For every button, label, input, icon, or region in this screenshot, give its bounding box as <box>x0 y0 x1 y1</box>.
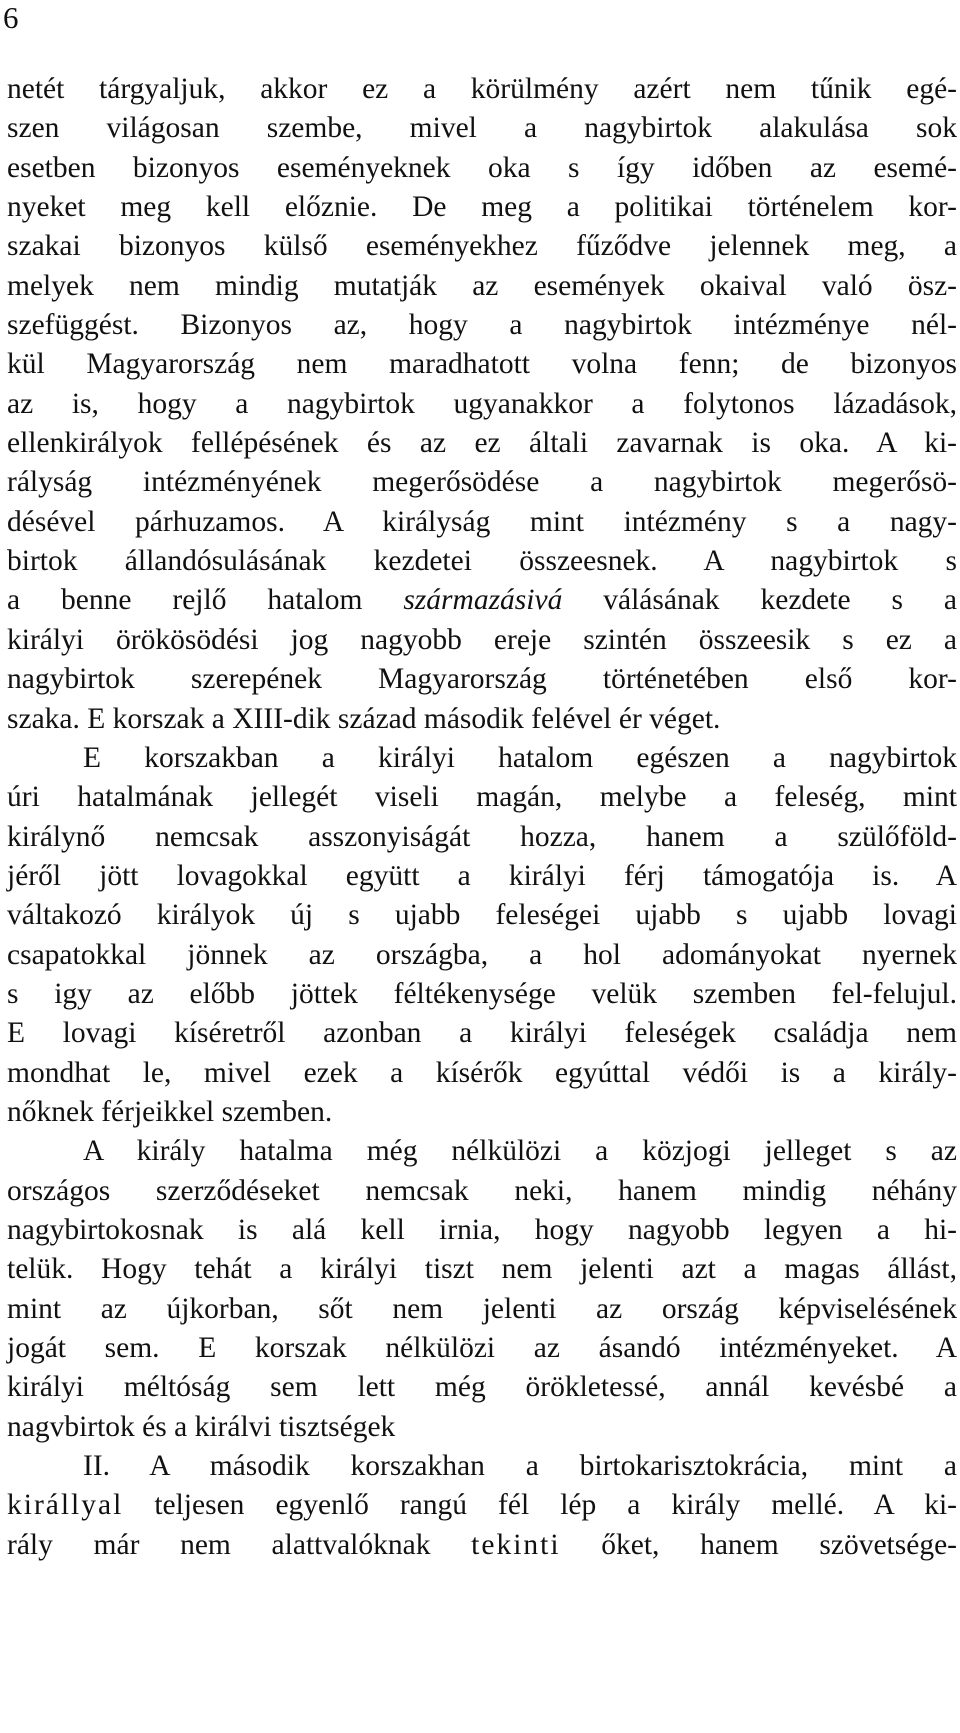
spaced-term: királlyal <box>7 1489 124 1522</box>
text-line: netét tárgyaljuk, akkor ez a körülmény azért nem tűnik egé- <box>7 73 957 105</box>
text-line: E lovagi kíséretről azonban a királyi feleségek családja nem <box>7 1017 957 1050</box>
paragraph-start-line: E korszakban a királyi hatalom egészen a nagybirtok <box>83 741 957 774</box>
text-segment: teljesen egyenlő rangú fél lép a király mellé. A ki- <box>123 1489 957 1522</box>
text-line: s igy az előbb jöttek féltékenysége velük szemben fel-felujul. <box>7 977 957 1010</box>
text-line: nőknek férjeikkel szemben. <box>7 1095 333 1128</box>
paragraph-start-line: A király hatalma még nélkülözi a közjogi jelleget s az <box>83 1135 957 1168</box>
text-line: ellenkirályok fellépésének és az ez általi zavarnak is oka. A ki- <box>7 427 957 460</box>
text-line: melyek nem mindig mutatják az események okaival való ösz- <box>7 269 957 302</box>
text-line: szefüggést. Bizonyos az, hogy a nagybirtok intézménye nél- <box>7 309 957 342</box>
text-segment: rály már nem alattvalóknak <box>7 1528 472 1561</box>
italic-term: származásivá <box>403 584 563 617</box>
paragraph-start-line: II. A második korszakhan a birtokarisztokrácia, mint a <box>83 1450 957 1483</box>
text-line: rályság intézményének megerősödése a nagybirtok megerősö- <box>7 466 957 499</box>
text-line: jogát sem. E korszak nélkülözi az ásandó intézményeket. A <box>7 1332 957 1364</box>
text-line <box>7 1526 957 1565</box>
text-line: szakai bizonyos külső eseményekhez fűződve jelennek meg, a <box>7 230 957 263</box>
text-line <box>7 1486 957 1525</box>
text-line: nagvbirtok és a királvi tisztségek <box>7 1410 396 1443</box>
text-line: jéről jött lovagokkal együtt a királyi férj támogatója is. A <box>7 859 957 892</box>
text-line: váltakozó királyok új s ujabb feleségei ujabb s ujabb lovagi <box>7 899 957 932</box>
text-line: désével párhuzamos. A királyság mint intézmény s a nagy- <box>7 505 957 538</box>
text-line: nagybirtok szerepének Magyarország történetében első kor- <box>7 663 957 696</box>
page-number: 6 <box>3 0 19 35</box>
text-line: szaka. E korszak a XIII-dik század második felével ér véget. <box>7 702 721 735</box>
text-line <box>7 581 957 620</box>
text-line: nyeket meg kell előznie. De meg a politikai történelem kor- <box>7 191 957 224</box>
text-line: kül Magyarország nem maradhatott volna fenn; de bizonyos <box>7 348 957 381</box>
text-line: nagybirtokosnak is alá kell irnia, hogy nagyobb legyen a hi- <box>7 1213 957 1246</box>
text-segment: válásának kezdete s a <box>562 584 957 617</box>
text-line: úri hatalmának jellegét viseli magán, melybe a feleség, mint <box>7 781 957 814</box>
text-line: mondhat le, mivel ezek a kísérők egyúttal védői is a király- <box>7 1056 957 1089</box>
text-segment: őket, hanem szövetsége- <box>560 1528 957 1561</box>
text-line: birtok állandósulásának kezdetei összeesnek. A nagybirtok s <box>7 545 957 578</box>
text-line: telük. Hogy tehát a királyi tiszt nem jelenti azt a magas állást, <box>7 1253 957 1286</box>
text-line: királyi örökösödési jog nagyobb ereje szintén összeesik s ez a <box>7 623 957 656</box>
text-line: mint az újkorban, sőt nem jelenti az ország képviselésének <box>7 1292 957 1325</box>
spaced-term: tekinti <box>471 1528 561 1561</box>
text-segment: a benne rejlő hatalom <box>7 584 404 617</box>
text-line: országos szerződéseket nemcsak neki, hanem mindig néhány <box>7 1174 957 1207</box>
text-line: csapatokkal jönnek az országba, a hol adományokat nyernek <box>7 938 957 971</box>
text-line: királyi méltóság sem lett még örökletessé, annál kevésbé a <box>7 1371 957 1404</box>
text-line: az is, hogy a nagybirtok ugyanakkor a folytonos lázadások, <box>7 387 957 420</box>
text-line: királynő nemcsak asszonyiságát hozza, hanem a szülőföld- <box>7 820 957 853</box>
text-line: esetben bizonyos eseményeknek oka s így időben az esemé- <box>7 151 957 184</box>
body-text <box>7 70 957 1565</box>
text-line: szen világosan szembe, mivel a nagybirtok alakulása sok <box>7 112 957 145</box>
